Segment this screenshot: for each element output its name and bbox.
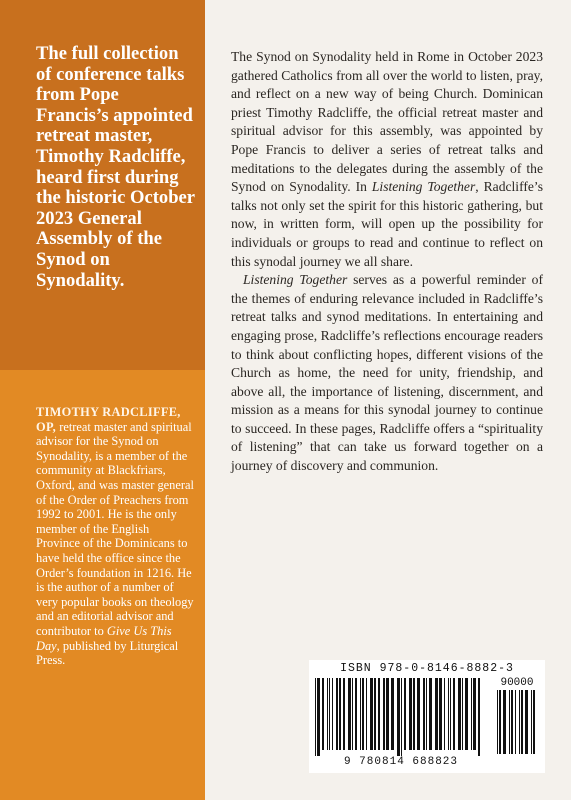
barcode-bar bbox=[503, 690, 506, 754]
barcode-bar bbox=[439, 678, 442, 750]
isbn-barcode bbox=[309, 660, 545, 773]
barcode-bar bbox=[404, 678, 406, 750]
paragraph-1-text-a: The Synod on Synodality held in Rome in October 2023 gathered Catholics from all over the world to listen, pray, and reflect on a new way of being Church. Dominican priest Timothy Radcliffe, the official retreat master and spiritual advisor for this assembly, was appointed by Pope Francis to deliver a series of retreat talks and meditations to the delegates during the assembly of the Synod on Synodality. In bbox=[231, 49, 543, 195]
barcode-bar bbox=[366, 678, 367, 750]
barcode-bar bbox=[370, 678, 373, 750]
barcode-bar bbox=[435, 678, 438, 750]
barcode-bar bbox=[450, 678, 451, 750]
barcode-bar bbox=[401, 678, 402, 756]
barcode-bar bbox=[423, 678, 425, 750]
description-paragraph-1 bbox=[231, 48, 543, 271]
barcode-digits: 9 780814 688823 bbox=[343, 756, 459, 768]
barcode-bar bbox=[397, 678, 400, 756]
barcode-bar bbox=[515, 690, 516, 754]
barcode-bar bbox=[533, 690, 535, 754]
barcode-bar bbox=[531, 690, 532, 754]
price-addon-digits: 90000 bbox=[500, 677, 534, 689]
barcode-bar bbox=[332, 678, 333, 750]
description-paragraph-2 bbox=[231, 271, 543, 476]
barcode-bar bbox=[471, 678, 472, 750]
barcode-bar bbox=[497, 690, 498, 754]
barcode-bar bbox=[329, 678, 330, 750]
barcode-bar bbox=[453, 678, 455, 750]
barcode-bar bbox=[509, 690, 510, 754]
barcode-bar bbox=[355, 678, 357, 750]
barcode-bar bbox=[374, 678, 376, 750]
book-description bbox=[231, 48, 543, 476]
barcode-bar bbox=[417, 678, 420, 750]
barcode-bar bbox=[519, 690, 520, 754]
author-name: TIMOTHY RADCLIFFE, OP, bbox=[36, 405, 181, 434]
barcode-bar bbox=[362, 678, 364, 750]
author-bio bbox=[36, 405, 196, 668]
barcode-bar bbox=[378, 678, 380, 750]
barcode-bar bbox=[458, 678, 461, 750]
barcode-bar bbox=[336, 678, 338, 750]
paragraph-2-text: serves as a powerful reminder of the themes of enduring relevance included in Radcliffe’s retreat talks and synod meditations. In entertaining and engaging prose, Radcliffe’s reflections encourage readers to think about conflicting hopes, different visions of the Church as home, the need for unity, friendship, and above all, the importance of listening, discernment, and mission as a means for this synodal journey to continue to succeed. In these pages, Radcliffe offers a “spirituality of listening” that can take us forward together on a journey of discovery and communion. bbox=[231, 272, 543, 474]
left-panel bbox=[0, 0, 205, 800]
book-title-italic: Listening Together bbox=[371, 179, 476, 195]
barcode-bar bbox=[511, 690, 513, 754]
barcode-bar bbox=[315, 678, 316, 756]
book-title-italic-2: Listening Together bbox=[243, 272, 348, 288]
barcode-bar bbox=[348, 678, 351, 750]
barcode-bar bbox=[339, 678, 341, 750]
barcode-bar bbox=[413, 678, 415, 750]
barcode-bar bbox=[386, 678, 389, 750]
barcode-bar bbox=[525, 690, 528, 754]
barcode-bar bbox=[327, 678, 328, 750]
barcode-bar bbox=[499, 690, 501, 754]
cover-blurb: The full collection of conference talks from Pope Francis’s appointed retreat master, Timothy Radcliffe, heard first during the historic October 2023 General Assembly of the Synod on Synodality. bbox=[36, 43, 195, 291]
addon-barcode-bars bbox=[497, 690, 539, 760]
author-bio-end: , published by Liturgical Press. bbox=[36, 638, 179, 668]
barcode-bar bbox=[317, 678, 320, 756]
barcode-bar bbox=[426, 678, 427, 750]
barcode-bar bbox=[448, 678, 449, 750]
paragraph-1-text-b: , Radcliffe’s talks not only set the spirit for this historic gathering, but now, in written form, will open up the possibility for individuals or groups to read and continue to reflect on this synodal journey we all share. bbox=[231, 179, 543, 269]
barcode-bar bbox=[465, 678, 468, 750]
isbn-label: ISBN 978-0-8146-8882-3 bbox=[340, 662, 514, 675]
barcode-bar bbox=[473, 678, 476, 750]
barcode-bar bbox=[343, 678, 345, 750]
barcode-bar bbox=[360, 678, 361, 750]
barcode-bar bbox=[322, 678, 324, 750]
barcode-bar bbox=[444, 678, 445, 750]
barcode-bar bbox=[429, 678, 432, 750]
barcode-bar bbox=[352, 678, 353, 750]
barcode-bar bbox=[521, 690, 523, 754]
barcode-bar bbox=[478, 678, 480, 756]
ean-barcode-bars bbox=[315, 678, 487, 756]
barcode-bar bbox=[383, 678, 385, 750]
barcode-bar bbox=[409, 678, 412, 750]
barcode-bar bbox=[462, 678, 463, 750]
barcode-bar bbox=[391, 678, 394, 750]
publication-title: Give Us This Day bbox=[36, 623, 172, 653]
author-bio-text: retreat master and spiritual advisor for the Synod on Synodality, is a member of the community at Blackfriars, Oxford, and was master general of the Order of Preachers from 1992 to 2001. He is the only member of the English Province of the Dominicans to have held the office since the Order’s foundation in 1216. He is the author of a number of very popular books on theology and an editorial advisor and contributor to bbox=[36, 419, 194, 638]
